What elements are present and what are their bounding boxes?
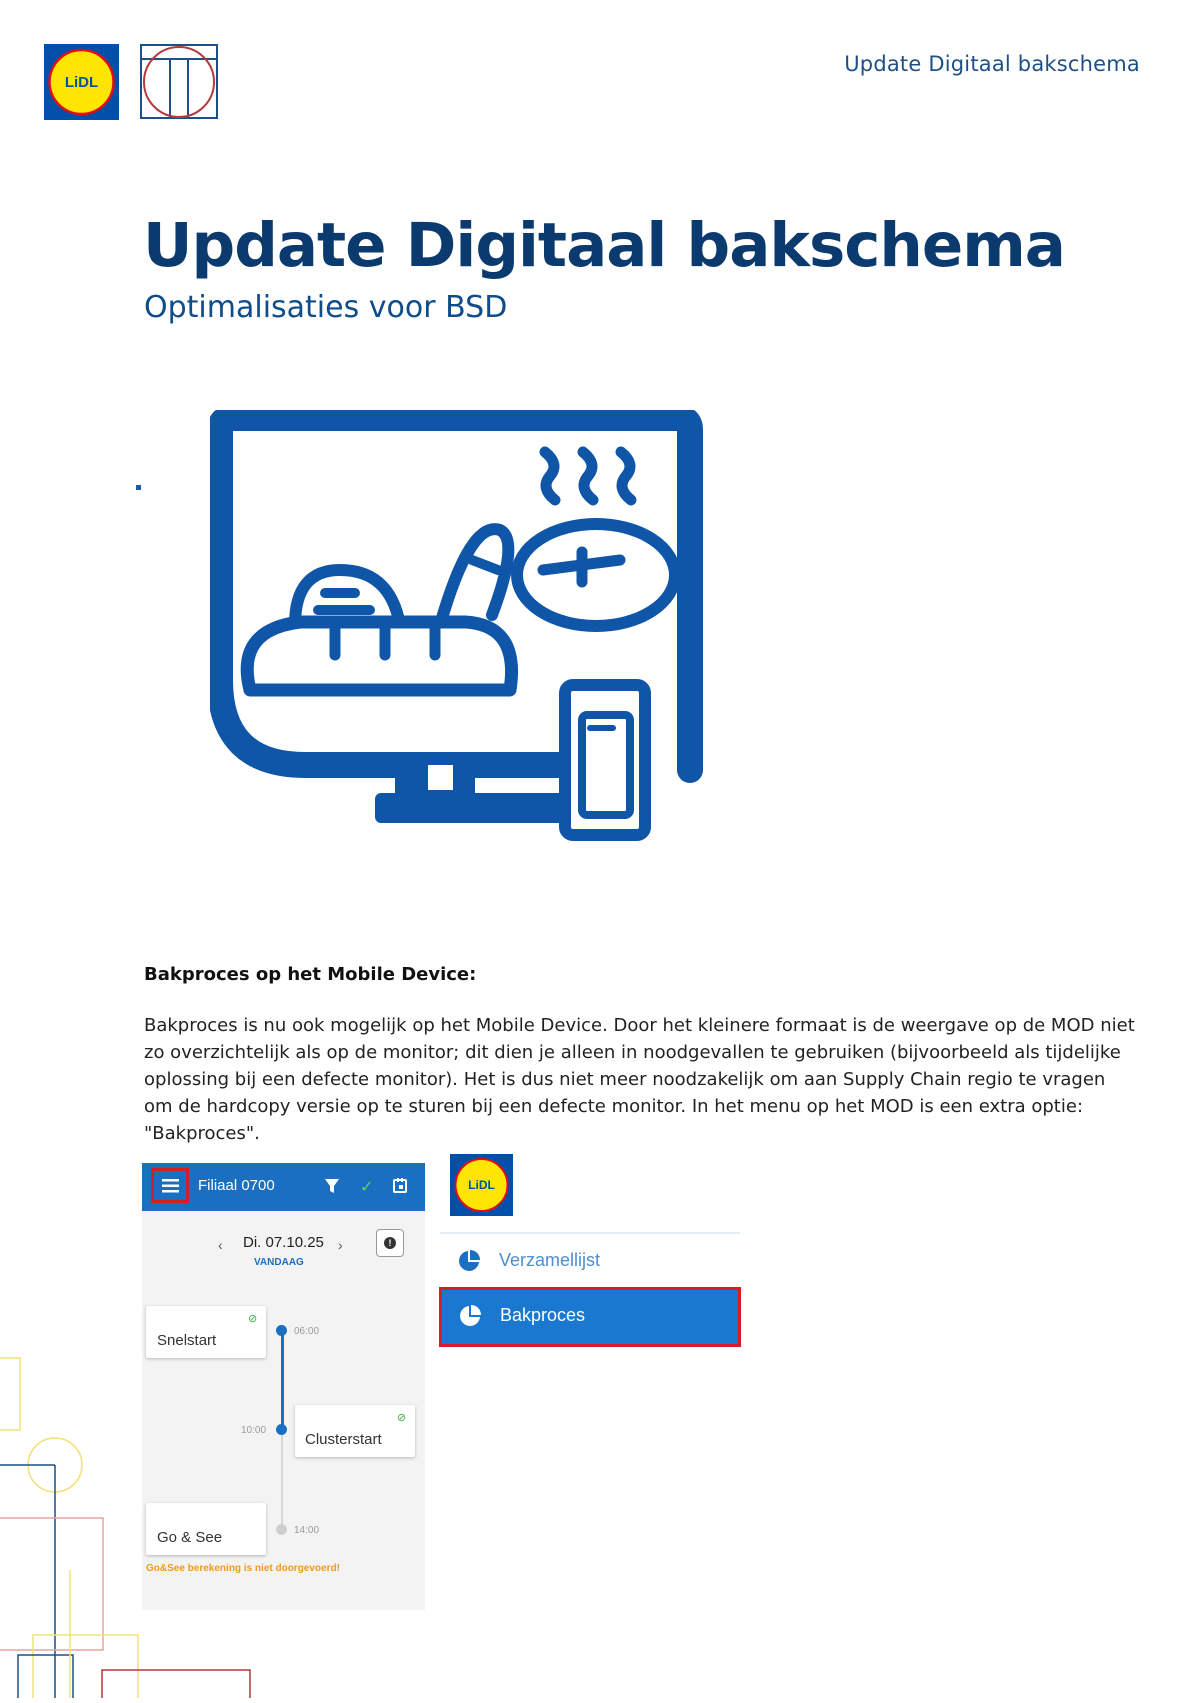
time-label: 06:00 xyxy=(294,1326,320,1337)
timeline-node xyxy=(276,1524,287,1535)
pie-chart-icon xyxy=(459,1305,481,1327)
bakery-monitor-icon xyxy=(210,410,740,860)
calendar-icon[interactable] xyxy=(392,1177,408,1199)
card-label: Clusterstart xyxy=(305,1431,382,1448)
check-circle-icon: ⊘ xyxy=(397,1412,407,1424)
prev-day-arrow[interactable]: ‹ xyxy=(218,1237,223,1253)
menu-divider xyxy=(440,1232,740,1234)
hamburger-menu-highlight[interactable] xyxy=(151,1168,189,1203)
filter-icon[interactable] xyxy=(324,1177,340,1200)
menu-item-bakproces[interactable] xyxy=(439,1287,741,1347)
menu-item-verzamellijst[interactable] xyxy=(440,1236,740,1286)
decorative-pattern xyxy=(0,1350,260,1698)
section-heading: Bakproces op het Mobile Device: xyxy=(144,964,477,985)
document-header-title: Update Digitaal bakschema xyxy=(844,52,1140,76)
check-icon[interactable]: ✓ xyxy=(360,1179,374,1196)
schwarz-emblem-icon xyxy=(140,44,218,120)
timeline-node xyxy=(276,1325,287,1336)
today-label: VANDAAG xyxy=(254,1257,304,1268)
page-subtitle: Optimalisaties voor BSD xyxy=(144,290,508,325)
hamburger-icon xyxy=(154,1171,186,1200)
card-label: Snelstart xyxy=(157,1332,217,1349)
timeline-line xyxy=(281,1331,284,1429)
timeline-line-future xyxy=(281,1429,283,1529)
page-title: Update Digitaal bakschema xyxy=(143,210,1065,281)
timeline-node xyxy=(276,1424,287,1435)
bullet-dot xyxy=(136,485,141,490)
store-name: Filiaal 0700 xyxy=(198,1177,275,1194)
current-date: Di. 07.10.25 xyxy=(243,1234,324,1251)
clusterstart-card[interactable] xyxy=(295,1405,415,1457)
lidl-logo xyxy=(44,44,119,120)
menu-panel-logo xyxy=(450,1154,513,1216)
pie-chart-icon xyxy=(458,1250,480,1272)
menu-item-label: Bakproces xyxy=(500,1305,586,1325)
next-day-arrow[interactable]: › xyxy=(338,1237,343,1253)
card-label: Go & See xyxy=(157,1529,223,1546)
info-icon: ! xyxy=(384,1237,396,1249)
check-circle-icon: ⊘ xyxy=(248,1313,258,1325)
info-button[interactable] xyxy=(376,1229,404,1257)
menu-logo-text: LiDL xyxy=(468,1178,495,1192)
menu-item-label: Verzamellijst xyxy=(499,1250,601,1270)
app-toolbar xyxy=(142,1163,425,1211)
section-paragraph: Bakproces is nu ook mogelijk op het Mobile Device. Door het kleinere formaat is de weergave op de MOD niet zo overzichtelijk als op de monitor; dit dien je alleen in noodgevallen te gebruiken (bijvoorbeeld als tijdelijke oplossing bij een defecte monitor). Het is dus niet meer noodzakelijk om aan Supply Chain regio te vragen om de hardcopy versie op te sturen bij een defecte monitor. In het menu op het MOD is een extra optie: "Bakproces". xyxy=(144,1015,1135,1144)
warning-message: Go&See berekening is niet doorgevoerd! xyxy=(146,1563,340,1574)
lidl-logo-text: LiDL xyxy=(64,74,99,91)
time-label: 14:00 xyxy=(294,1525,320,1536)
time-label: 10:00 xyxy=(241,1425,267,1436)
